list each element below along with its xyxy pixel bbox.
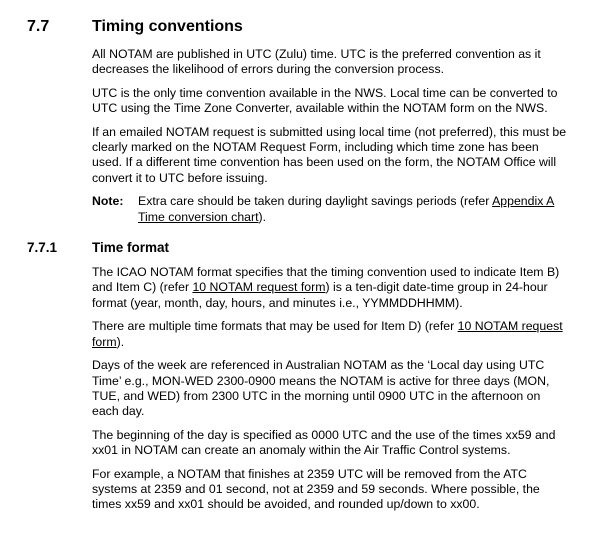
link-10-notam-request-form[interactable]: 10 NOTAM request xyxy=(457,319,563,334)
section-title: Time format xyxy=(92,240,170,256)
text-line xyxy=(92,389,575,404)
text-line xyxy=(92,358,575,373)
text-run: There are multiple time formats that may be used for Item D) (refer xyxy=(92,319,458,334)
paragraph xyxy=(92,265,575,311)
link-appendix-a-time-conversion-chart[interactable]: Appendix A xyxy=(492,194,555,209)
text-run: ). xyxy=(258,209,267,224)
text-run: The ICAO NOTAM format specifies that the timing convention used to indicate Item B) xyxy=(92,265,560,280)
text-run: For example, a NOTAM that finishes at 2359 UTC will be removed from the ATC xyxy=(92,466,527,481)
link-10-notam-request-form[interactable]: 10 NOTAM request form xyxy=(192,280,326,295)
section-title: Timing conventions xyxy=(92,18,243,35)
text-run: Time’ e.g., MON-WED 2300-0900 means the NOTAM is active for three days (MON, xyxy=(92,373,550,388)
text-line xyxy=(92,319,575,334)
text-line xyxy=(92,374,575,389)
text-run: Days of the week are referenced in Australian NOTAM as the ‘Local day using UTC xyxy=(92,358,545,373)
text-run: xx01 in NOTAM can create an anomaly within the Air Traffic Control systems. xyxy=(92,443,511,458)
paragraph xyxy=(92,125,575,187)
link-appendix-a-time-conversion-chart[interactable]: Time conversion chart xyxy=(138,209,259,224)
text-run: If an emailed NOTAM request is submitted using local time (not preferred), this must be xyxy=(92,124,567,139)
text-run: systems at 2359 and 01 second, not at 2359 and 59 seconds. Where possible, the xyxy=(92,481,540,496)
text-line xyxy=(92,155,575,170)
text-line xyxy=(92,296,575,311)
paragraph xyxy=(92,358,575,420)
text-run: convert it to UTC before issuing. xyxy=(92,170,268,185)
text-line xyxy=(92,47,575,62)
paragraph xyxy=(92,319,575,350)
text-line xyxy=(138,210,575,225)
text-run: TUE, and WED) from 2300 UTC in the morning until 0900 UTC in the afternoon on xyxy=(92,388,541,403)
text-line xyxy=(92,62,575,77)
text-run: UTC is the only time convention available in the NWS. Local time can be converted to xyxy=(92,85,558,100)
text-run: Extra care should be taken during daylight savings periods (refer xyxy=(138,194,493,209)
text-line xyxy=(92,140,575,155)
text-line xyxy=(92,443,575,458)
paragraph xyxy=(92,47,575,78)
text-run: and Item C) (refer xyxy=(92,280,193,295)
section-number: 7.7 xyxy=(27,18,50,35)
paragraph xyxy=(92,86,575,117)
section-body-7-7-1 xyxy=(27,265,575,513)
text-run: times xx59 and xx01 should be avoided, and rounded up/down to xx00. xyxy=(92,497,480,512)
section-heading-7-7 xyxy=(27,18,575,36)
text-run: used. If a different time convention has been used on the form, the NOTAM Office will xyxy=(92,155,557,170)
paragraph xyxy=(92,428,575,459)
text-line xyxy=(92,171,575,186)
text-line xyxy=(92,467,575,482)
text-run: format (year, month, day, hours, and minutes i.e., YYMMDDHHMM). xyxy=(92,295,463,310)
text-line xyxy=(92,428,575,443)
text-run: UTC using the Time Zone Converter, available within the NOTAM form on the NWS. xyxy=(92,101,548,116)
text-line xyxy=(92,335,575,350)
text-line xyxy=(92,280,575,295)
note-paragraph xyxy=(92,194,575,225)
text-line xyxy=(92,497,575,512)
paragraph xyxy=(92,467,575,513)
text-line xyxy=(92,86,575,101)
section-heading-7-7-1 xyxy=(27,239,575,256)
text-line xyxy=(92,101,575,116)
text-line xyxy=(92,482,575,497)
text-run: The beginning of the day is specified as 0000 UTC and the use of the times xx59 and xyxy=(92,427,556,442)
section-number: 7.7.1 xyxy=(27,240,58,256)
section-body-7-7 xyxy=(27,47,575,225)
text-line xyxy=(138,194,575,209)
text-run: decreases the likelihood of errors during the conversion process. xyxy=(92,62,445,77)
text-run: All NOTAM are published in UTC (Zulu) time. UTC is the preferred convention as it xyxy=(92,47,541,61)
text-line xyxy=(92,404,575,419)
note-label: Note: xyxy=(92,194,124,209)
text-run: ). xyxy=(116,334,125,349)
text-line xyxy=(92,125,575,140)
text-run: clearly marked on the NOTAM Request Form, including which time zone has been xyxy=(92,140,539,155)
link-10-notam-request-form[interactable]: form xyxy=(92,334,117,349)
text-run: ) is a ten-digit date-time group in 24-hour xyxy=(325,280,548,295)
text-run: each day. xyxy=(92,404,145,419)
text-line xyxy=(92,265,575,280)
note-body xyxy=(138,194,575,225)
